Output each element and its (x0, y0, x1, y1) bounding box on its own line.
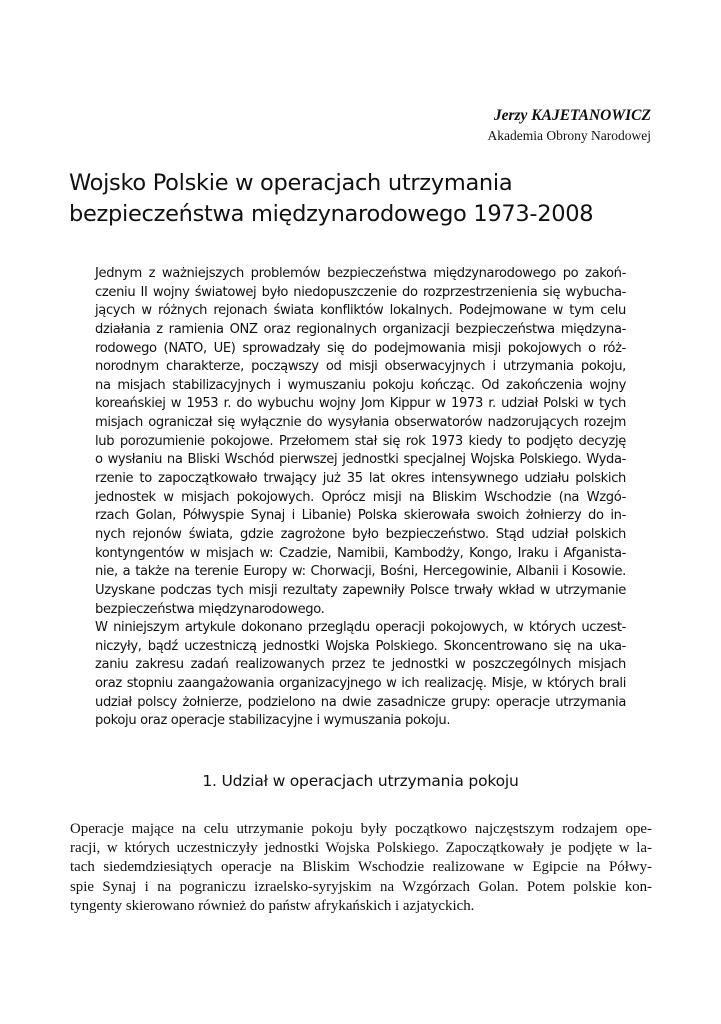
abstract-line: działania z ramienia ONZ oraz regionalnych organizacji bezpieczeństwa międzyna- (95, 321, 626, 337)
body-line: tach siedemdziesiątych operacje na Bliskim Wschodzie realizowane w Egipcie na Półwy- (70, 859, 652, 876)
title-line: Wojsko Polskie w operacjach utrzymania (69, 170, 513, 196)
abstract-line: misjach ograniczał się wyłącznie do wysyłania obserwatorów nadzorujących rozejm (95, 415, 626, 431)
body-line: Operacje mające na celu utrzymanie pokoju były początkowo najczęstszym rodzajem ope- (70, 821, 652, 837)
abstract-line: na misjach stabilizacyjnych i wymuszaniu pokoju kończąc. Od zakończenia wojny (95, 377, 626, 393)
abstract-line: lub porozumienie pokojowe. Przełomem stał się rok 1973 kiedy to podjęto decyzję (95, 433, 626, 449)
abstract-line: W niniejszym artykule dokonano przeglądu operacji pokojowych, w których uczest- (95, 620, 626, 636)
abstract-line: jących w różnych rejonach świata konfliktów lokalnych. Podejmowane w tym celu (95, 303, 626, 319)
author-block (488, 106, 651, 146)
abstract-line: oraz stopniu zaangażowania organizacyjnego w ich realizację. Misje, w których brali (95, 676, 626, 692)
abstract-line: udział polscy żołnierze, podzielono na dwie zasadnicze grupy: operacje utrzymania (95, 694, 626, 710)
abstract-line: pokoju oraz operacje stabilizacyjne i wymuszania pokoju. (95, 713, 451, 729)
article-title (69, 168, 669, 230)
abstract-line: o wysłaniu na Bliski Wschód pierwszej jednostki specjalnej Wojska Polskiego. Wyda- (95, 452, 626, 468)
abstract-line: czeniu II wojny światowej było niedopuszczenie do rozprzestrzenienia się wybucha- (95, 284, 626, 300)
body-line: tyngenty skierowano również do państw afrykańskich i azjatyckich. (70, 897, 475, 914)
abstract-line: bezpieczeństwa międzynarodowego. (95, 601, 325, 617)
author-affiliation: Akademia Obrony Narodowej (487, 128, 651, 143)
abstract-line: norodnym charakterze, począwszy od misji obserwacyjnych i utrzymania pokoju, (95, 359, 626, 375)
abstract-line: zaniu zakresu zadań realizowanych przez te jednostki w poszczególnych misjach (95, 657, 626, 673)
abstract-line: Jednym z ważniejszych problemów bezpieczeństwa międzynarodowego po zakoń- (95, 266, 626, 281)
abstract (95, 265, 626, 731)
body-paragraph (70, 820, 652, 916)
abstract-line: nych rejonów świata, gdzie zagrożone było bezpieczeństwo. Stąd udział polskich (95, 526, 626, 542)
abstract-line: nie, a także na terenie Europy w: Chorwacji, Bośni, Hercegowinie, Albanii i Kosowie. (95, 564, 626, 580)
author-name: Jerzy KAJETANOWICZ (493, 107, 651, 124)
body-line: spie Synaj i na pograniczu izraelsko-syryjskim na Wzgórzach Golan. Potem polskie kon- (70, 878, 652, 895)
abstract-line: rodowego (NATO, UE) sprowadzały się do podejmowania misji pokojowych o róż- (95, 340, 626, 356)
abstract-line: rzach Golan, Półwyspie Synaj i Libanie) Polska skierowała swoich żołnierzy do in- (95, 508, 626, 524)
abstract-line: koreańskiej w 1953 r. do wybuchu wojny Jom Kippur w 1973 r. udział Polski w tych (95, 396, 626, 412)
title-line: bezpieczeństwa międzynarodowego 1973-2008 (69, 201, 594, 227)
abstract-line: niczyły, bądź uczestniczą jednostki Wojska Polskiego. Skoncentrowano się na uka- (95, 638, 626, 654)
body-line: racji, w których uczestniczyły jednostki Wojska Polskiego. Zapoczątkowały je podjęte w la- (70, 840, 652, 857)
abstract-line: rzenie to zapoczątkowało trwający już 35 lat okres intensywnego udziału polskich (95, 471, 626, 487)
abstract-line: jednostek w misjach pokojowych. Oprócz misji na Bliskim Wschodzie (na Wzgó- (95, 489, 626, 505)
abstract-line: Uzyskane podczas tych misji rezultaty zapewniły Polsce trwały wkład w utrzymanie (95, 582, 626, 598)
abstract-line: kontyngentów w misjach w: Czadzie, Namibii, Kambodży, Kongo, Iraku i Afganista- (95, 545, 626, 561)
section-heading: 1. Udział w operacjach utrzymania pokoju (202, 772, 519, 790)
